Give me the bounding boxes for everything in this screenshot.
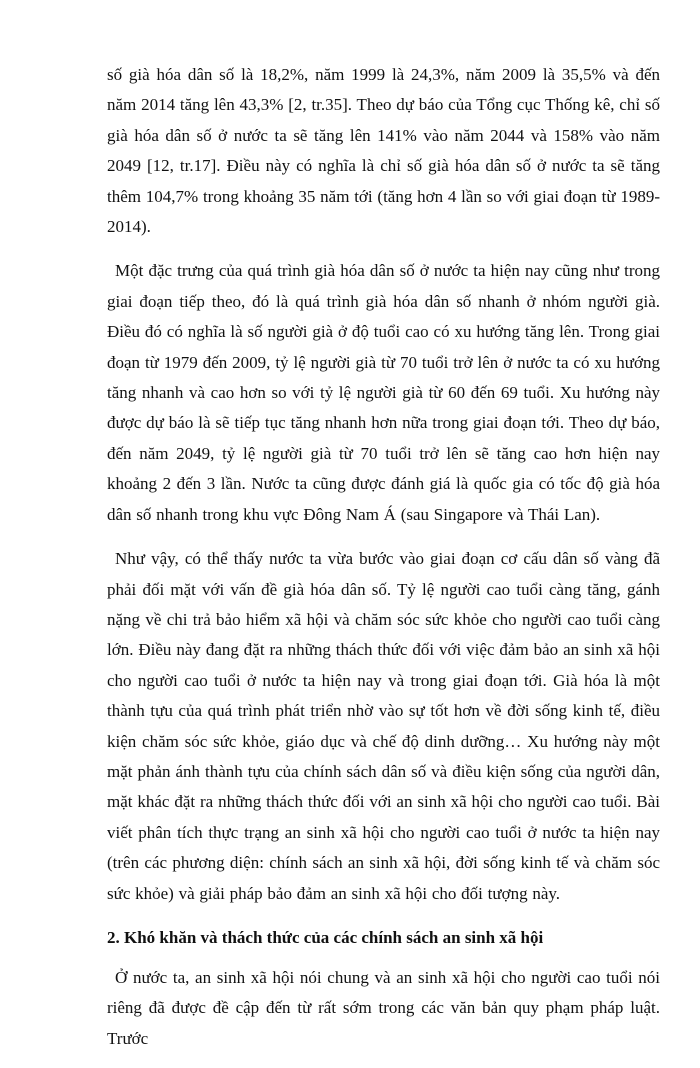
paragraph-aging-index: số già hóa dân số là 18,2%, năm 1999 là 24,3%, năm 2009 là 35,5% và đến năm 2014 tăng lên 43,3% [2, tr.35]. Theo dự báo của Tổng cục Thống kê, chỉ số già hóa dân số ở nước ta sẽ tăng lên 141% vào năm 2044 và 158% vào năm 2049 [12, tr.17]. Điều này có nghĩa là chỉ số già hóa dân số ở nước ta sẽ tăng thêm 104,7% trong khoảng 35 năm tới (tăng hơn 4 lần so với giai đoạn từ 1989-2014). <box>107 65 660 237</box>
paragraph-elderly-growth: Một đặc trưng của quá trình già hóa dân số ở nước ta hiện nay cũng như trong giai đoạn tiếp theo, đó là quá trình già hóa dân số nhanh ở nhóm người già. Điều đó có nghĩa là số người già ở độ tuổi cao có xu hướng tăng lên. Trong giai đoạn từ 1979 đến 2009, tỷ lệ người già từ 70 tuổi trở lên ở nước ta có xu hướng tăng nhanh và cao hơn so với tỷ lệ người già từ 60 đến 69 tuổi. Xu hướng này được dự báo là sẽ tiếp tục tăng nhanh hơn nữa trong giai đoạn tới. Theo dự báo, đến năm 2049, tỷ lệ người già từ 70 tuổi trở lên sẽ tăng cao hơn hiện nay khoảng 2 đến 3 lần. Nước ta cũng được đánh giá là quốc gia có tốc độ già hóa dân số nhanh trong khu vực Đông Nam Á (sau Singapore và Thái Lan). <box>107 261 660 524</box>
section-heading: 2. Khó khăn và thách thức của các chính sách an sinh xã hội <box>107 927 544 947</box>
paragraph-legal-framework: Ở nước ta, an sinh xã hội nói chung và an sinh xã hội cho người cao tuổi nói riêng đã được đề cập đến từ rất sớm trong các văn bản quy phạm pháp luật. Trước <box>107 967 660 1048</box>
paragraph-social-security-challenges: Như vậy, có thể thấy nước ta vừa bước vào giai đoạn cơ cấu dân số vàng đã phải đối mặt với vấn đề già hóa dân số. Tỷ lệ người cao tuổi càng tăng, gánh nặng về chi trả bảo hiểm xã hội và chăm sóc sức khỏe cho người cao tuổi càng lớn. Điều này đang đặt ra những thách thức đối với việc đảm bảo an sinh xã hội cho người cao tuổi ở nước ta hiện nay và trong giai đoạn tới. Già hóa là một thành tựu của quá trình phát triển nhờ vào sự tốt hơn về đời sống kinh tế, điều kiện chăm sóc sức khỏe, giáo dục và chế độ dinh dưỡng… Xu hướng này một mặt phản ánh thành tựu của chính sách dân số và điều kiện sống của người dân, mặt khác đặt ra những thách thức đối với an sinh xã hội cho người cao tuổi. Bài viết phân tích thực trạng an sinh xã hội cho người cao tuổi ở nước ta hiện nay (trên các phương diện: chính sách an sinh xã hội, đời sống kinh tế và chăm sóc sức khỏe) và giải pháp bảo đảm an sinh xã hội cho đối tượng này. <box>107 549 660 903</box>
document-body <box>107 60 660 1068</box>
